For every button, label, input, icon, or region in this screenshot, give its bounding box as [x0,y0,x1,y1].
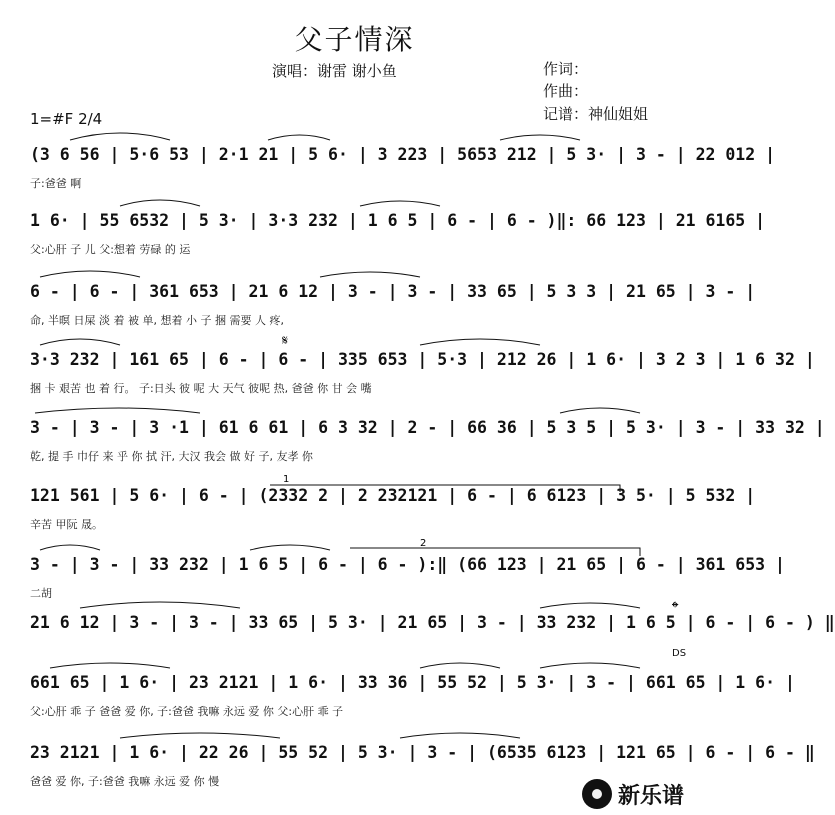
lyrics-line: 命, 半暝 日屎 淡 着 被 单, 想着 小 子 捆 需要 人 疼, [30,314,284,327]
slur [40,271,140,277]
slur [420,663,500,668]
notation-line: 3·3 232 | 161 65 | 6 - | 6 - | 335 653 | 5·3 | 212 26 | 1 6· | 3 2 3 | 1 6 32 | [30,350,815,369]
slur [420,339,540,345]
slur [40,339,120,345]
notation-line: 1 6· | 55 6532 | 5 3· | 3·3 232 | 1 6 5 | 6 - | 6 - )‖: 66 123 | 21 6165 | [30,211,766,230]
notation-line: 23 2121 | 1 6· | 22 26 | 55 52 | 5 3· | 3 - | (6535 6123 | 121 65 | 6 - | 6 - ‖ [30,743,815,762]
singer-credit: 演唱：谢雷 谢小鱼 [272,62,397,80]
lyrics-line: 父:心肝 乖 子 爸爸 爱 你, 子:爸爸 我嘛 永远 爱 你 父:心肝 乖 子 [30,705,344,718]
slur [120,200,200,206]
notation-line: 661 65 | 1 6· | 23 2121 | 1 6· | 33 36 | 55 52 | 5 3· | 3 - | 661 65 | 1 6· | [30,673,795,692]
vinyl-disc-icon [582,779,612,809]
slur [360,201,440,206]
notation-line: 3 - | 3 - | 3 ·1 | 61 6 61 | 6 3 32 | 2 - | 66 36 | 5 3 5 | 5 3· | 3 - | 33 32 | [30,418,825,437]
lyrics-line: 乾, 提 手 巾仔 来 乎 你 拭 汗, 大汉 我会 做 好 子, 友孝 你 [30,450,313,463]
lyrics-line: 二胡 [30,587,52,600]
slur [80,602,240,608]
coda-icon: 𝄌 [672,598,679,619]
slur [320,272,420,277]
slur [250,545,330,550]
slur [70,133,170,140]
slur [40,545,100,550]
slur [120,733,280,738]
key-signature: 1=#F 2/4 [30,110,103,128]
segno-icon: 𝄋 [282,333,289,349]
transcriber-credit: 记谱：神仙姐姐 [543,105,649,123]
slur [540,663,640,668]
lyrics-line: 爸爸 爱 你, 子:爸爸 我嘛 永远 爱 你 慢 [30,775,220,788]
lyrics-line: 辛苦 甲阮 晟。 [30,518,103,531]
slur [540,603,640,608]
notation-line: 121 561 | 5 6· | 6 - | (2332 2 | 2 232121 | 6 - | 6 6123 | 3 5· | 5 532 | [30,486,756,505]
slur [560,408,640,413]
notation-line: 3 - | 3 - | 33 232 | 1 6 5 | 6 - | 6 - ):‖ (66 123 | 21 65 | 6 - | 361 653 | [30,555,785,574]
song-title: 父子情深 [294,23,415,56]
composer-credit: 作曲： [543,82,589,100]
slur [268,135,330,140]
slur [50,663,170,668]
lyricist-credit: 作词： [543,60,589,78]
volta-1-label: 1 [283,474,290,485]
site-logo [582,777,702,811]
lyrics-line: 子:爸爸 啊 [30,177,82,190]
slur [400,733,520,738]
notation-line: 6 - | 6 - | 361 653 | 21 6 12 | 3 - | 3 - | 33 65 | 5 3 3 | 21 65 | 3 - | [30,282,756,301]
notation-line: (3 6 56 | 5·6 53 | 2·1 21 | 5 6· | 3 223 | 5653 212 | 5 3· | 3 - | 22 012 | [30,145,776,164]
notation-line: 21 6 12 | 3 - | 3 - | 33 65 | 5 3· | 21 65 | 3 - | 33 232 | 1 6 5 | 6 - | 6 - ) ‖ [30,613,835,632]
lyrics-line: 父:心肝 子 儿 父:想着 劳碌 的 运 [30,243,191,256]
slur [500,135,580,140]
ds-marking: DS [672,648,687,659]
volta-2-label: 2 [420,538,427,549]
slur [35,408,200,413]
logo-text: 新乐谱 [618,783,685,809]
lyrics-line: 捆 卡 艰苦 也 着 行。 子:日头 彼 呢 大 天气 彼呢 热, 爸爸 你 甘 会 嘴 [30,382,372,395]
